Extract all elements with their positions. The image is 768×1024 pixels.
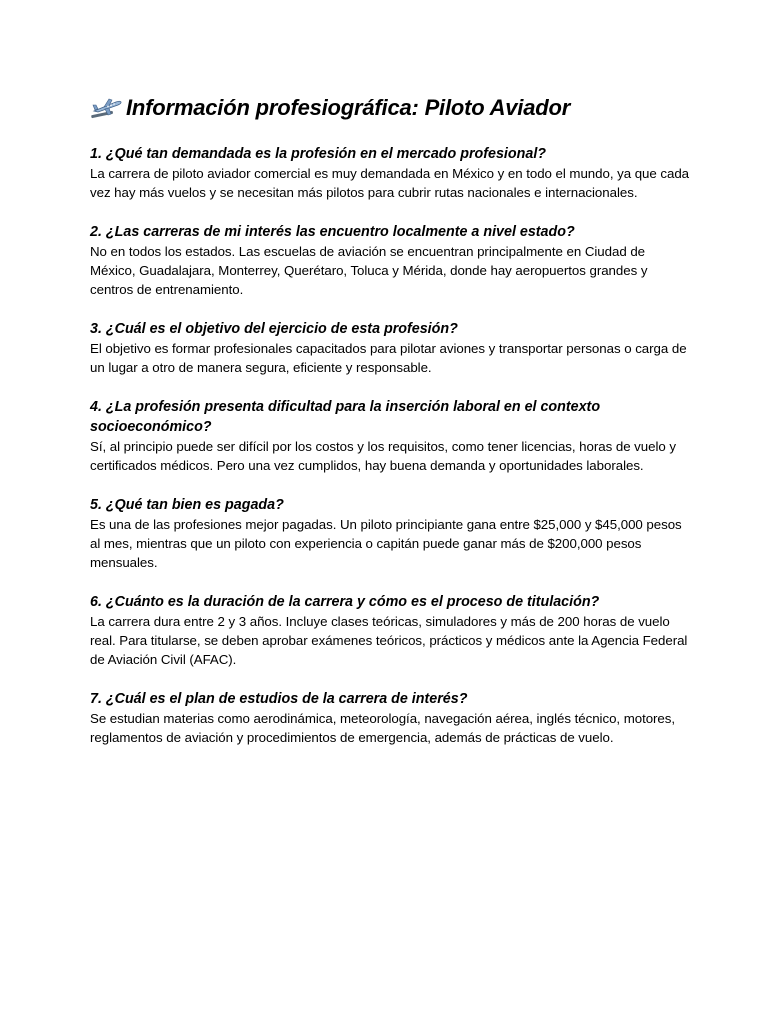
answer-text: Sí, al principio puede ser difícil por los costos y los requisitos, como tener licencias, horas de vuelo y certificados médicos. Pero una vez cumplidos, hay buena demanda y oportunidades laborales. <box>90 439 676 473</box>
section-4 <box>90 397 690 475</box>
airplane-icon <box>90 96 124 120</box>
section-7 <box>90 689 690 747</box>
question-heading: 4. ¿La profesión presenta dificultad para la inserción laboral en el contexto socioeconómico? <box>90 399 601 435</box>
question-heading: 2. ¿Las carreras de mi interés las encuentro localmente a nivel estado? <box>90 224 575 240</box>
answer-text: La carrera dura entre 2 y 3 años. Incluye clases teóricas, simuladores y más de 200 horas de vuelo real. Para titularse, se deben aprobar exámenes teóricos, prácticos y médicos ante la Agencia Federal de Aviación Civil (AFAC). <box>90 614 688 667</box>
question-heading: 5. ¿Qué tan bien es pagada? <box>90 497 284 513</box>
answer-text: No en todos los estados. Las escuelas de aviación se encuentran principalmente en Ciudad de México, Guadalajara, Monterrey, Querétaro, Toluca y Mérida, donde hay aeropuertos grandes y centros de entrenamiento. <box>90 244 648 297</box>
title-row <box>90 92 690 124</box>
section-5 <box>90 495 690 572</box>
document-page <box>90 92 690 767</box>
answer-text: El objetivo es formar profesionales capacitados para pilotar aviones y transportar personas o carga de un lugar a otro de manera segura, eficiente y responsable. <box>90 341 687 375</box>
question-heading: 6. ¿Cuánto es la duración de la carrera y cómo es el proceso de titulación? <box>90 594 600 610</box>
section-6 <box>90 592 690 669</box>
section-1 <box>90 144 690 202</box>
section-3 <box>90 319 690 377</box>
answer-text: Se estudian materias como aerodinámica, meteorología, navegación aérea, inglés técnico, motores, reglamentos de aviación y procedimientos de emergencia, además de prácticas de vuelo. <box>90 711 676 745</box>
section-2 <box>90 222 690 299</box>
question-heading: 7. ¿Cuál es el plan de estudios de la carrera de interés? <box>90 691 468 707</box>
question-heading: 3. ¿Cuál es el objetivo del ejercicio de esta profesión? <box>90 321 458 337</box>
question-heading: 1. ¿Qué tan demandada es la profesión en el mercado profesional? <box>90 146 547 162</box>
answer-text: Es una de las profesiones mejor pagadas. Un piloto principiante gana entre $25,000 y $45,000 pesos al mes, mientras que un piloto con experiencia o capitán puede ganar más de $200,000 pesos mensuales. <box>90 517 682 570</box>
answer-text: La carrera de piloto aviador comercial es muy demandada en México y en todo el mundo, ya que cada vez hay más vuelos y se necesitan más pilotos para cubrir rutas nacionales e internacionales. <box>90 166 690 200</box>
page-title: Información profesiográfica: Piloto Aviador <box>126 95 571 120</box>
